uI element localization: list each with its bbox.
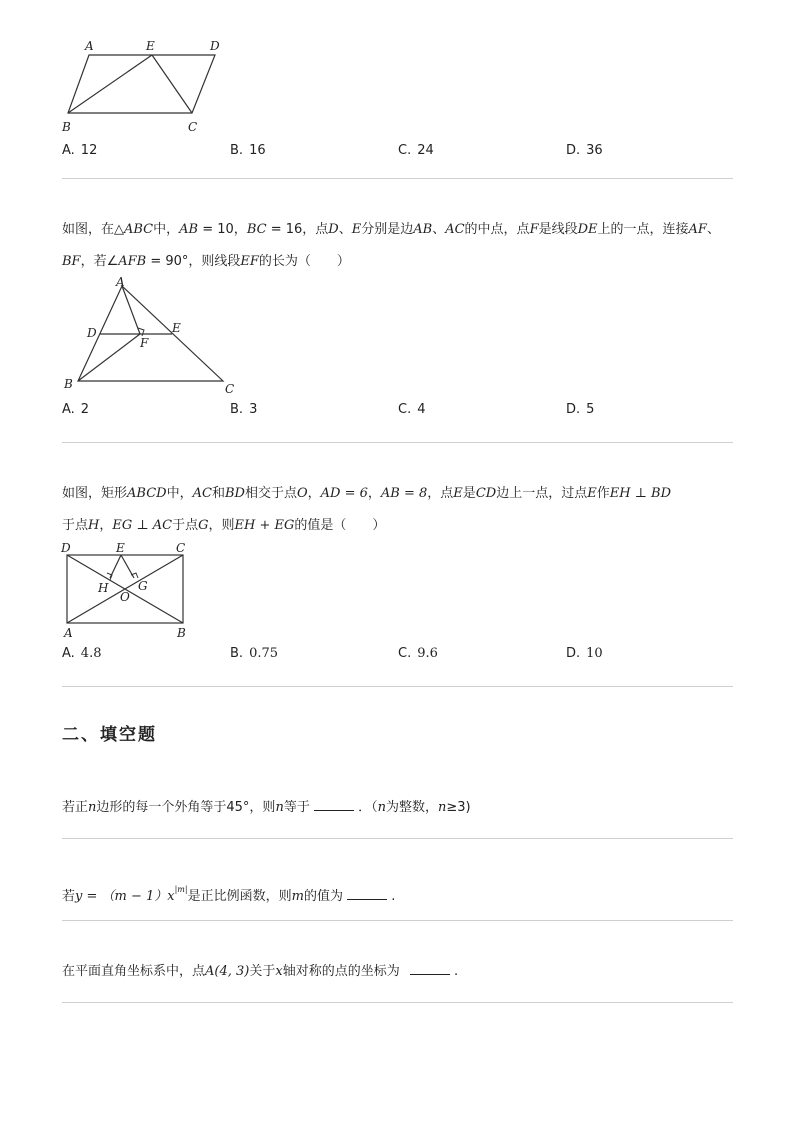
q3-line-2: 于点H，EG ⊥ AC于点G，则EH + EG的值是（ ） [62,518,386,533]
q2-label-f: F [140,336,149,350]
q3-text [62,478,734,542]
q2-label-e: E [172,321,181,335]
q3-label-a: A [64,626,73,640]
q3-choice-a[interactable]: A. 4.8 [62,646,102,661]
q3-line-1: 如图，矩形ABCD中，AC和BD相交于点O，AD = 6，AB = 8，点E是CD边上一点，过点E作EH ⊥ BD [62,486,672,501]
q1-choice-a[interactable]: A. 12 [62,143,98,158]
q1-segment-be [68,55,152,113]
q3-label-h: H [98,581,109,595]
fill3-answer-blank[interactable] [410,960,450,975]
q1-parallelogram [68,55,215,113]
q3-choice-b[interactable]: B. 0.75 [230,646,279,661]
q3-choices [62,646,682,666]
q2-line-1: 如图，在△ABC中，AB = 10，BC = 16，点D、E分别是边AB、AC的中点，点F是线段DE上的一点，连接AF、 [62,222,720,237]
q2-segment-af [122,286,140,334]
q3-label-o: O [120,590,130,604]
fill1-text: 若正n边形的每一个外角等于45°，则n等于 ．（n为整数，n≥3) [62,792,734,824]
q2-choice-a[interactable]: A. 2 [62,402,90,417]
fill2-text: 若$y = (m - 1)x^{|m|}$是正比例函数，则m的值为 . [62,885,396,904]
fill3-text: 在平面直角坐标系中，点A(4, 3)关于x轴对称的点的坐标为 . [62,956,734,988]
divider [62,442,733,443]
q2-figure [60,276,250,396]
q3-choice-c[interactable]: C. 9.6 [398,646,438,661]
q1-choices [62,143,682,163]
q2-choices [62,402,682,422]
q1-choice-b[interactable]: B. 16 [230,143,266,158]
divider [62,686,733,687]
q2-label-a: A [116,275,125,289]
q2-label-d: D [87,326,97,340]
q2-label-c: C [225,382,235,396]
divider [62,838,733,839]
q1-label-b: B [62,120,71,134]
q1-segment-ec [152,55,192,113]
q3-label-c: C [176,541,186,555]
fill2-answer-blank[interactable] [347,885,387,900]
q2-line-2: BF，若∠AFB = 90°，则线段EF的长为（ ） [62,254,350,269]
q1-choice-d[interactable]: D. 36 [566,143,603,158]
q1-figure [60,36,230,136]
q3-choice-d[interactable]: D. 10 [566,646,603,661]
q1-label-e: E [146,39,155,53]
q2-label-b: B [64,377,73,391]
q3-label-b: B [177,626,186,640]
q2-segment-bf [78,334,140,381]
section-title: 二、填空题 [62,725,157,745]
q3-label-g: G [138,579,148,593]
fill1-answer-blank[interactable] [314,796,354,811]
divider [62,920,733,921]
q1-label-c: C [188,120,198,134]
q1-label-a: A [85,39,94,53]
q3-label-d: D [61,541,71,555]
q1-choice-c[interactable]: C. 24 [398,143,434,158]
q1-label-d: D [210,39,220,53]
q2-choice-b[interactable]: B. 3 [230,402,258,417]
q3-label-e: E [116,541,125,555]
divider [62,178,733,179]
q2-choice-d[interactable]: D. 5 [566,402,595,417]
divider [62,1002,733,1003]
q2-choice-c[interactable]: C. 4 [398,402,426,417]
q3-figure [58,538,198,642]
q2-text [62,214,734,278]
